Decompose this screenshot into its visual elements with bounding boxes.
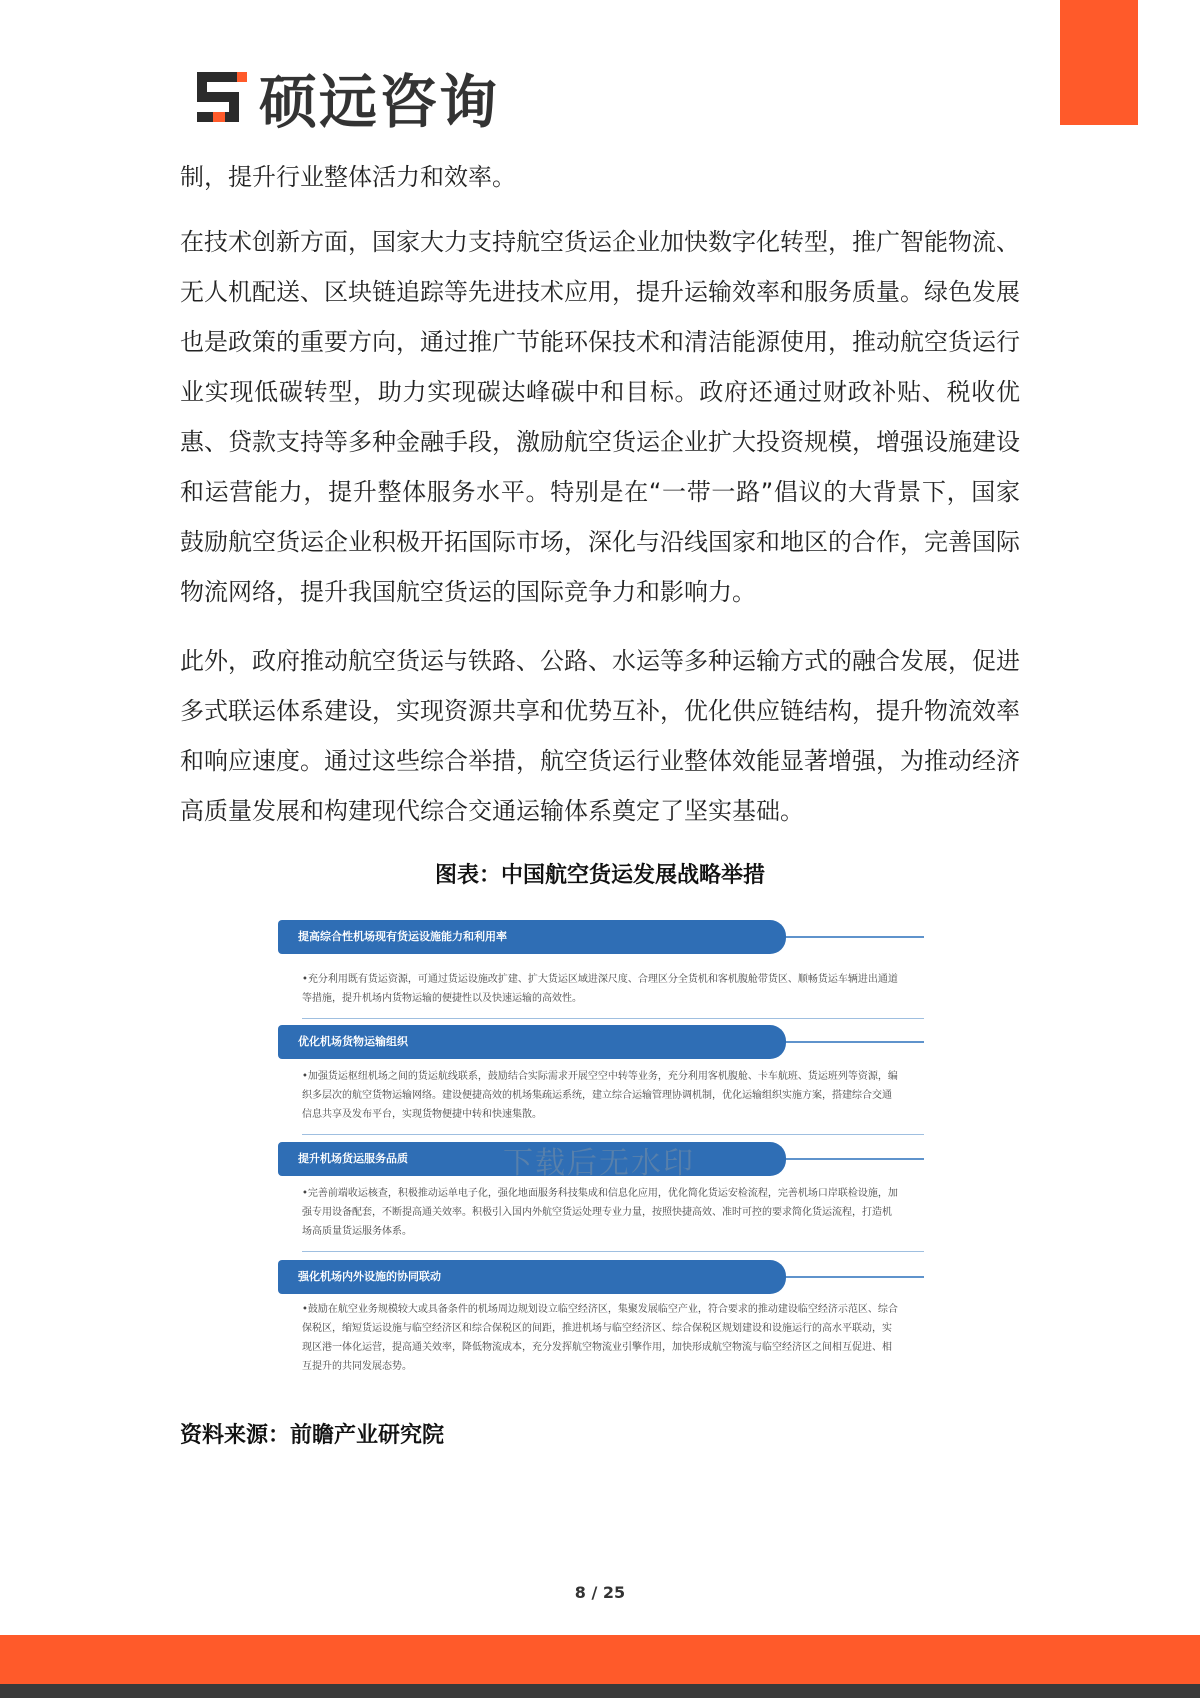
- figure-bar-line: [778, 1276, 924, 1278]
- logo-mark-icon: [193, 68, 251, 126]
- page-number: 8 / 25: [574, 1583, 626, 1602]
- figure-caption: 图表：中国航空货运发展战略举措: [434, 863, 765, 888]
- figure-bar-line: [778, 1041, 924, 1043]
- figure-watermark: 下载后无水印: [503, 1146, 695, 1181]
- figure-section-text: •鼓励在航空业务规模较大或具备条件的机场周边规划设立临空经济区，集聚发展临空产业，符合要求的推动建设临空经济示范区、综合保税区，缩短货运设施与临空经济区和综合保税区的间距，推进机场与临空经济区、综合保税区规划建设和设施运行的高水平联动，实现区港一体化运营，提高通关效率，降低物流成本，充分发挥航空物流业引擎作用，加快形成航空物流与临空经济区之间相互促进、相互提升的共同发展态势。: [302, 1304, 898, 1372]
- figure-divider: [302, 1251, 924, 1252]
- body-paragraph: 制，提升行业整体活力和效率。: [180, 163, 516, 191]
- footer-edge: [0, 1684, 1200, 1698]
- figure-section-title: 提升机场货运服务品质: [278, 1142, 786, 1176]
- figure-bar-line: [778, 1158, 924, 1160]
- logo: [193, 62, 500, 136]
- figure-bar-line: [778, 936, 924, 938]
- footer-bar: [0, 1635, 1200, 1684]
- figure-section-text: •完善前端收运核查，积极推动运单电子化，强化地面服务科技集成和信息化应用，优化简化货运安检流程，完善机场口岸联检设施，加强专用设备配套，不断提高通关效率。积极引入国内外航空货运处理专业力量，按照快捷高效、准时可控的要求简化货运流程，打造机场高质量货运服务体系。: [302, 1188, 898, 1237]
- figure-section-text: •充分利用既有货运资源，可通过货运设施改扩建、扩大货运区域进深尺度、合理区分全货机和客机腹舱带货区、顺畅货运车辆进出通道等措施，提升机场内货物运输的便捷性以及快速运输的高效性。: [302, 974, 898, 1004]
- figure-section-title: 强化机场内外设施的协同联动: [278, 1260, 786, 1294]
- strategy-figure: [278, 920, 924, 1390]
- figure-section-text: •加强货运枢纽机场之间的货运航线联系，鼓励结合实际需求开展空空中转等业务，充分利用客机腹舱、卡车航班、货运班列等资源，编织多层次的航空货物运输网络。建设便捷高效的机场集疏运系统，建立综合运输管理协调机制，优化运输组织实施方案，搭建综合交通信息共享及发布平台，实现货物便捷中转和快速集散。: [302, 1071, 898, 1120]
- logo-text: 硕远咨询: [259, 68, 500, 136]
- corner-accent-block: [1060, 0, 1138, 125]
- body-paragraph: 此外，政府推动航空货运与铁路、公路、水运等多种运输方式的融合发展，促进多式联运体系建设，实现资源共享和优势互补，优化供应链结构，提升物流效率和响应速度。通过这些综合举措，航空货运行业整体效能显著增强，为推动经济高质量发展和构建现代综合交通运输体系奠定了坚实基础。: [180, 647, 1020, 825]
- figure-section-title: 优化机场货物运输组织: [278, 1025, 786, 1059]
- figure-divider: [302, 1134, 924, 1135]
- source-note: 资料来源：前瞻产业研究院: [180, 1423, 445, 1448]
- figure-divider: [302, 1018, 924, 1019]
- figure-section-title: 提高综合性机场现有货运设施能力和利用率: [278, 920, 786, 954]
- body-paragraph: 在技术创新方面，国家大力支持航空货运企业加快数字化转型，推广智能物流、无人机配送、区块链追踪等先进技术应用，提升运输效率和服务质量。绿色发展也是政策的重要方向，通过推广节能环保技术和清洁能源使用，推动航空货运行业实现低碳转型，助力实现碳达峰碳中和目标。政府还通过财政补贴、税收优惠、贷款支持等多种金融手段，激励航空货运企业扩大投资规模，增强设施建设和运营能力，提升整体服务水平。特别是在“一带一路”倡议的大背景下，国家鼓励航空货运企业积极开拓国际市场，深化与沿线国家和地区的合作，完善国际物流网络，提升我国航空货运的国际竞争力和影响力。: [180, 228, 1020, 606]
